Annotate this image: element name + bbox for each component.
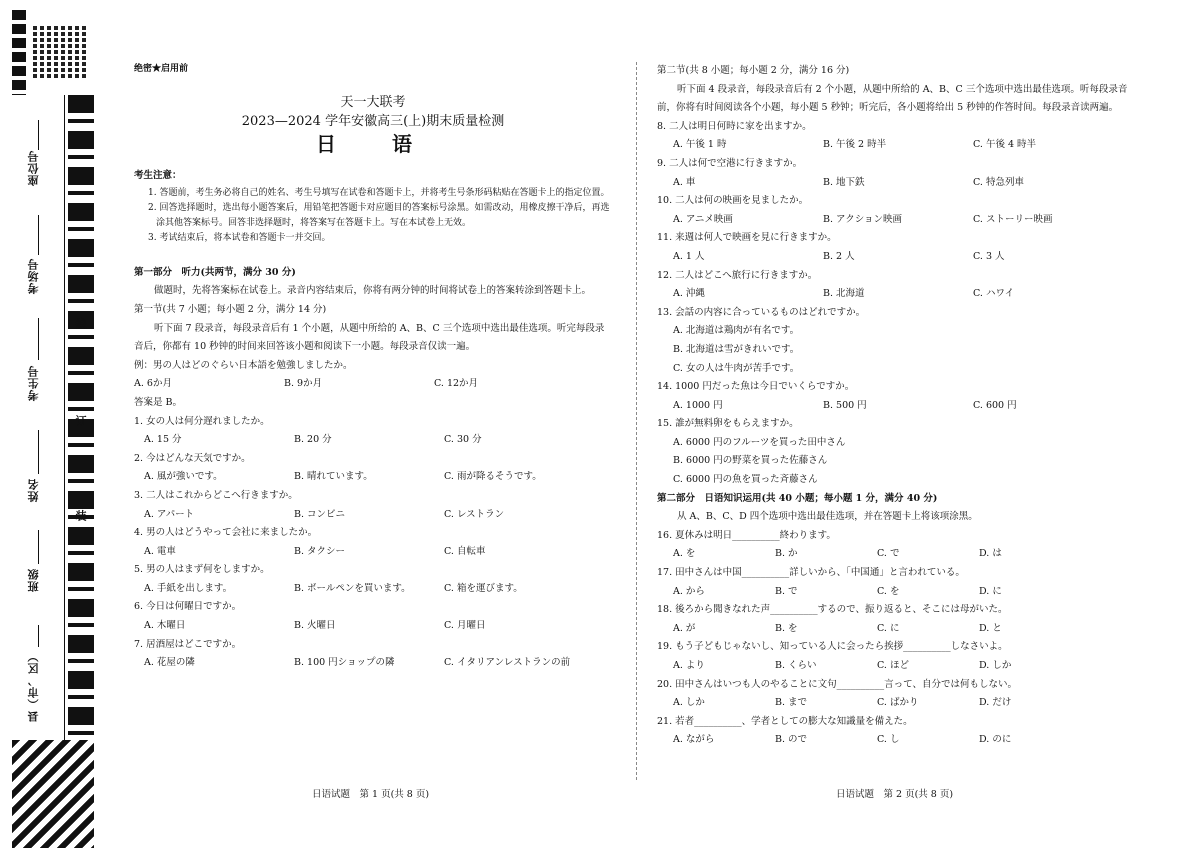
part2-intro: 从 A、B、C、D 四个选项中选出最佳选项，并在答题卡上将该项涂黑。 [677,511,978,523]
option: B. 地下鉄 [823,176,865,188]
option: A. 沖縄 [673,288,705,300]
option: A. ながら [673,734,715,746]
qr-code [30,24,86,80]
question-options [134,506,612,525]
option: A. 手紙を出します。 [144,582,233,594]
question: 1. 女の人は何分遅れましたか。 [134,415,270,427]
section1-intro: 听下面 7 段录音，每段录音后有 1 个小题，从题中所给的 A、B、C 三个选项中选出最佳选项。听完每段录音后，你都有 10 秒钟的时间来回答该小题和阅读下一小题。每段录音仅读一遍。 [134,322,605,353]
question-options [134,580,612,599]
option: C. 午後 4 時半 [973,139,1037,151]
option: B. ので [775,734,808,746]
option: A. 電車 [144,545,176,557]
option: A. より [673,660,705,671]
question-options [657,285,1137,304]
barcode-top [12,10,26,95]
part1-title: 第一部分 听力(共两节，满分 30 分) [134,266,296,278]
option: C. ハワイ [973,288,1015,300]
option: C. イタリアンレストランの前 [444,657,571,669]
notice-item: 2. 回答选择题时，选出每小题答案后，用铅笔把答题卡对应题目的答案标号涂黑。如需改动，用橡皮擦干净后，再选涂其他答案标号。回答非选择题时，将答案写在答题卡上。写在本试卷上无效。 [148,202,610,228]
question-options [657,620,1137,639]
option: B. か [775,548,798,560]
blank-line [38,318,39,360]
question: 7. 居酒屋はどこですか。 [134,638,242,650]
question-options [134,431,612,450]
question: 13. 会話の内容に合っているものはどれですか。 [657,306,866,318]
option: D. と [979,622,1002,634]
page-2-footer: 日语试题 第 2 页(共 8 页) [836,789,954,800]
question: 8. 二人は明日何時に家を出ますか。 [657,120,812,132]
page-1 [134,60,612,673]
option: A. アパート [144,508,195,520]
example-options [134,375,612,394]
option: C. を [877,585,900,597]
option: A. 15 分 [144,434,182,446]
question: 14. 1000 円だった魚は今日でいくらですか。 [657,381,855,393]
option: B. ボールペンを買います。 [294,582,411,594]
page-divider [636,62,637,780]
option: C. 月曜日 [444,620,486,632]
option: B. コンビニ [294,508,346,520]
option: C. に [877,622,900,634]
notice-item: 1. 答题前，考生务必将自己的姓名、考生号填写在试卷和答题卡上，并将考生号条形码粘贴在答题卡上的指定位置。 [148,187,610,198]
notice-item: 3. 考试结束后，将本试卷和答题卡一并交回。 [148,232,331,243]
label-county: 县（市、区） [27,650,40,722]
question: 21. 若者__________、学者としての膨大な知識量を備えた。 [657,715,913,727]
question-options [657,583,1137,602]
question-options [657,545,1137,564]
barcode-bottom [12,740,94,848]
option: B. 晴れています。 [294,471,373,483]
option: C. 12か月 [434,378,479,390]
question: 5. 男の人はまず何をしますか。 [134,564,270,576]
option: D. に [979,585,1002,597]
option: A. アニメ映画 [673,213,733,225]
section2-intro: 听下面 4 段录音，每段录音后有 2 个小题，从题中所给的 A、B、C 三个选项中选出最佳选项。听每段录音前，你将有时间阅读各个小题，每小题 5 秒钟；听完后，各小题将给出 5 秒钟的作答时间。每段录音读两遍。 [657,83,1128,114]
question-options [134,617,612,636]
question-options [657,694,1137,713]
blank-line [38,430,39,474]
bind-word-staple: 订 [74,415,87,426]
part1-intro: 做题时，先将答案标在试卷上。录音内容结束后，你将有两分钟的时间将试卷上的答案转涂到答题卡上。 [154,285,592,297]
question-options [134,654,612,673]
option: A. 6か月 [134,378,172,390]
question: 2. 今はどんな天気ですか。 [134,452,251,464]
option: C. ストーリー映画 [973,213,1053,225]
option: A. から [673,585,705,597]
question: 4. 男の人はどうやって会社に来ましたか。 [134,527,318,539]
option: C. 600 円 [973,399,1017,411]
option: B. 火曜日 [294,620,336,632]
option: C. 箱を運びます。 [444,582,523,594]
question-options [657,136,1137,155]
option: C. ばかり [877,697,919,709]
question: 15. 誰が無料卵をもらえますか。 [657,418,799,430]
option: B. 午後 2 時半 [823,139,887,151]
blank-line [38,120,39,150]
question-options [657,657,1137,676]
option: B. アクション映画 [823,213,903,225]
example-answer: 答案是 B。 [134,396,183,408]
question: 6. 今日は何曜日ですか。 [134,601,242,613]
option: A. 木曜日 [144,620,186,632]
option: C. 女の人は牛肉が苦手です。 [673,362,800,374]
question: 18. 後ろから聞きなれた声__________するので、振り返ると、そこには母がいた。 [657,604,1008,616]
question: 12. 二人はどこへ旅行に行きますか。 [657,269,818,281]
option: A. が [673,622,696,634]
section1-title: 第一节(共 7 小题；每小题 2 分，满分 14 分) [134,303,327,315]
option: B. くらい [775,660,817,671]
blank-line [38,625,39,647]
option: C. 特急列車 [973,176,1024,188]
part2-title: 第二部分 日语知识运用(共 40 小题；每小题 1 分，满分 40 分) [657,492,938,504]
option: B. 北海道は雪がきれいです。 [673,343,800,355]
option: C. し [877,734,900,746]
option: D. だけ [979,697,1012,709]
option: A. 1000 円 [673,399,723,411]
option: A. 車 [673,176,696,188]
option: B. 北海道 [823,288,865,300]
option: C. 雨が降るそうです。 [444,471,542,483]
exam-org: 天一大联考 [340,94,406,110]
option: B. 6000 円の野菜を買った佐藤さん [673,455,828,467]
page-1-footer: 日语试题 第 1 页(共 8 页) [312,789,430,800]
label-seat-number: 座位号 [27,150,40,186]
question-options [134,468,612,487]
label-class: 班级 [27,568,40,592]
notice-title: 考生注意： [134,170,182,182]
option: C. 30 分 [444,434,482,446]
section2-title: 第二节(共 8 小题；每小题 2 分，满分 16 分) [657,65,850,76]
label-room-number: 考场号 [27,258,40,294]
option: A. を [673,548,696,560]
option: B. 500 円 [823,399,867,411]
option: A. 風が強いです。 [144,471,223,483]
option: C. 3 人 [973,250,1005,262]
option: B. まで [775,697,808,709]
option: A. しか [673,697,705,709]
question-options [657,248,1137,267]
option: C. レストラン [444,508,505,520]
option: C. 自転車 [444,545,486,557]
label-candidate-number: 考生号 [27,365,40,401]
option: B. タクシー [294,545,346,557]
question: 19. もう子どもじゃないし、知っている人に会ったら挨拶__________しなさいよ。 [657,641,1008,653]
option: A. 6000 円のフルーツを買った田中さん [673,436,846,448]
blank-line [38,215,39,255]
bind-word-bind: 装 [74,510,87,521]
question: 17. 田中さんは中国__________詳しいから、「中国通」と言われている。 [657,567,965,579]
question: 9. 二人は何で空港に行きますか。 [657,157,803,169]
option: C. で [877,548,900,560]
binding-line [64,95,65,745]
exam-title: 2023—2024 学年安徽高三(上)期末质量检测 [241,113,505,129]
bind-word-line: 线 [74,318,87,329]
question: 11. 来週は何人で映画を見に行きますか。 [657,232,837,244]
question-options [657,397,1137,416]
option: A. 花屋の隣 [144,657,195,669]
question: 16. 夏休みは明日__________終わります。 [657,529,836,541]
option: A. 北海道は鶏肉が有名です。 [673,325,800,337]
option: D. しか [979,660,1012,671]
option: D. のに [979,734,1012,746]
page-2 [657,62,1137,750]
option: B. で [775,585,798,597]
option: C. ほど [877,660,909,671]
option: B. を [775,622,798,634]
question-options [134,543,612,562]
question: 20. 田中さんはいつも人のやることに文句__________言って、自分では何もしない。 [657,678,1017,690]
secret-mark: 绝密★启用前 [134,64,189,74]
option: D. は [979,548,1002,560]
blank-line [38,530,39,564]
question: 3. 二人はこれからどこへ行きますか。 [134,489,298,501]
label-name: 姓名 [27,478,40,502]
option: B. 100 円ショップの隣 [294,657,395,669]
question-options [657,174,1137,193]
option: B. 9か月 [284,378,323,390]
option: B. 20 分 [294,434,332,446]
question: 10. 二人は何の映画を見ましたか。 [657,195,809,207]
option: A. 午後 1 時 [673,139,727,151]
option: B. 2 人 [823,250,855,262]
option: C. 6000 円の魚を買った斉藤さん [673,474,818,486]
subject-title: 日 语 [316,131,430,156]
question-options [657,211,1137,230]
example-question: 例：男の人はどのぐらい日本語を勉強しましたか。 [134,359,353,371]
question-options [657,731,1137,750]
option: A. 1 人 [673,250,705,262]
